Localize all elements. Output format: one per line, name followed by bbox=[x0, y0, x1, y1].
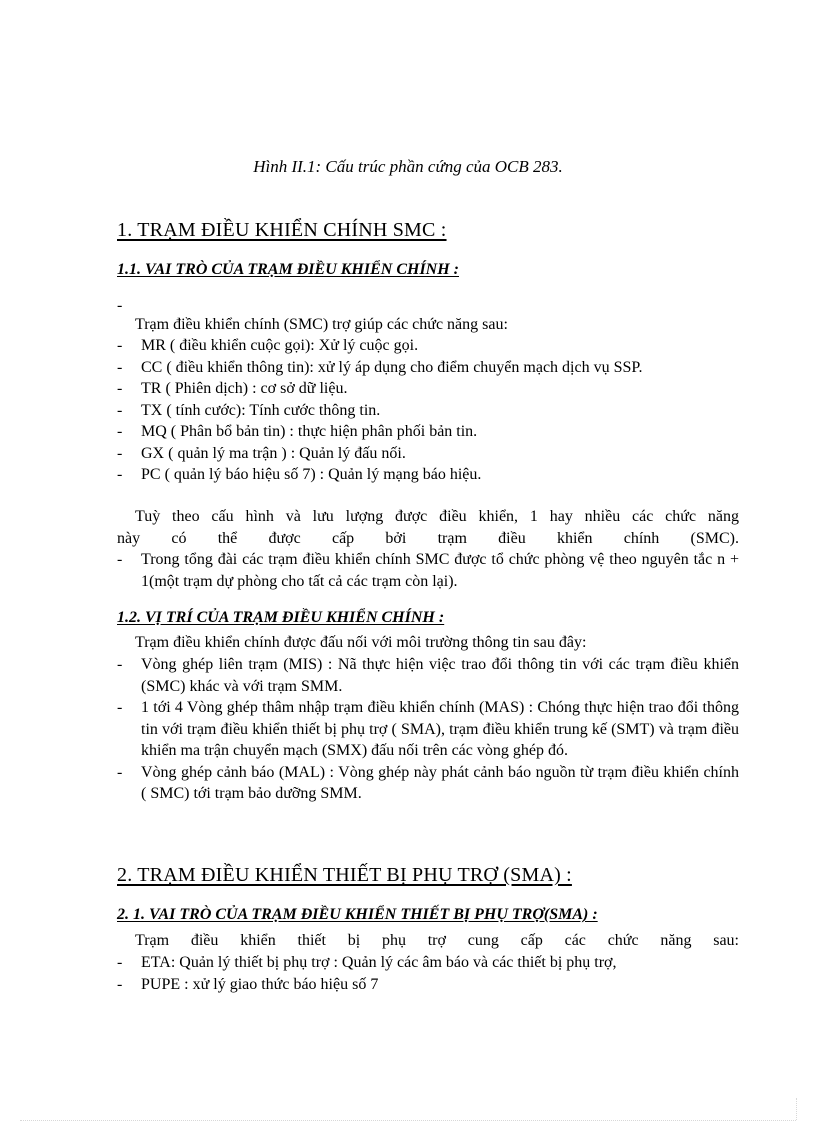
section-1-heading: 1. TRẠM ĐIỀU KHIỂN CHÍNH SMC : bbox=[117, 219, 447, 241]
section-2-1-intro-wrap bbox=[117, 930, 739, 952]
section-1-1-heading: 1.1. VAI TRÒ CỦA TRẠM ĐIỀU KHIỂN CHÍNH : bbox=[117, 261, 459, 278]
list-item: - TR ( Phiên dịch) : cơ sở dữ liệu. bbox=[117, 380, 348, 397]
section-1-2-intro: Trạm điều khiển chính được đấu nối với môi trường thông tin sau đây: bbox=[135, 634, 587, 651]
section-1-1-intro: Trạm điều khiển chính (SMC) trợ giúp các chức năng sau: bbox=[135, 316, 508, 333]
section-2-1-heading: 2. 1. VAI TRÒ CỦA TRẠM ĐIỀU KHIỂN THIẾT BỊ PHỤ TRỢ(SMA) : bbox=[117, 906, 598, 923]
page-bottom-border bbox=[20, 1120, 796, 1121]
list-item: - Vòng ghép liên trạm (MIS) : Nã thực hiện việc trao đổi thông tin với các trạm điều khiển (SMC) khác và với trạm SMM. bbox=[117, 656, 739, 695]
list-item: - MQ ( Phân bổ bản tin) : thực hiện phân phối bản tin. bbox=[117, 423, 478, 440]
list-item: - ETA: Quản lý thiết bị phụ trợ : Quản lý các âm báo và các thiết bị phụ trợ, bbox=[117, 954, 617, 971]
list-item: - PUPE : xử lý giao thức báo hiệu số 7 bbox=[117, 975, 379, 993]
list-item: - TX ( tính cước): Tính cước thông tin. bbox=[117, 401, 381, 419]
section-1-1-list-end bbox=[117, 549, 739, 592]
list-item: - MR ( điều khiển cuộc gọi): Xử lý cuộc gọi. bbox=[117, 337, 419, 354]
section-2-1-intro: Trạm điều khiển thiết bị phụ trợ cung cấp các chức năng sau: bbox=[135, 932, 739, 949]
page-corner-mark bbox=[796, 1098, 797, 1120]
list-item: - Vòng ghép cảnh báo (MAL) : Vòng ghép này phát cảnh báo nguồn từ trạm điều khiển chính ( SMC) tới trạm bảo dưỡng SMM. bbox=[117, 763, 739, 802]
list-item: - 1 tới 4 Vòng ghép thâm nhập trạm điều khiển chính (MAS) : Chóng thực hiện trao đổi thông tin với trạm điều khiển thiết bị phụ trợ ( SMA), trạm điều khiển trung kế (SMT) và trạm điều khiển ma trận chuyển mạch (SMX) đấu nối trên các vòng ghép đó. bbox=[117, 699, 739, 759]
section-1-2-list bbox=[117, 654, 739, 805]
section-1-1-list bbox=[117, 335, 739, 486]
list-item: - GX ( quản lý ma trận ) : Quản lý đấu nối. bbox=[117, 444, 406, 462]
list-item: - Trong tổng đài các trạm điều khiển chính SMC được tổ chức phòng vệ theo nguyên tắc n + 1(một trạm dự phòng cho tất cả các trạm còn lại). bbox=[117, 551, 739, 590]
list-item: - PC ( quản lý báo hiệu số 7) : Quản lý mạng báo hiệu. bbox=[117, 466, 482, 483]
section-1-1-paragraph: Tuỳ theo cấu hình và lưu lượng được điều khiển, 1 hay nhiều các chức năng này có thể được cấp bởi trạm điều khiển chính (SMC). bbox=[117, 508, 739, 547]
section-2-heading: 2. TRẠM ĐIỀU KHIỂN THIẾT BỊ PHỤ TRỢ (SMA) : bbox=[117, 864, 572, 886]
stray-dash: - bbox=[117, 297, 123, 314]
list-item: - CC ( điều khiển thông tin): xử lý áp dụng cho điểm chuyển mạch dịch vụ SSP. bbox=[117, 358, 643, 376]
section-2-1-list bbox=[117, 952, 739, 995]
figure-caption: Hình II.1: Cấu trúc phần cứng của OCB 283. bbox=[253, 157, 563, 176]
section-1-2-heading: 1.2. VỊ TRÍ CỦA TRẠM ĐIỀU KHIỂN CHÍNH : bbox=[117, 609, 445, 626]
